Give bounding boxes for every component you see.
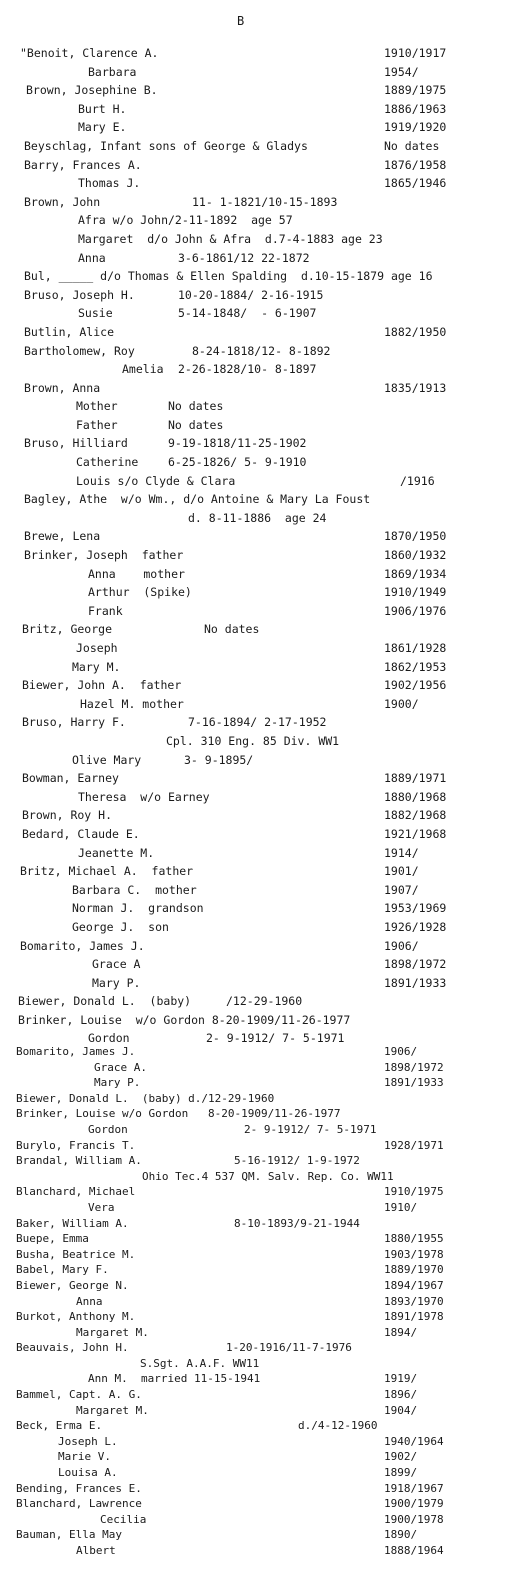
record-row	[20, 193, 506, 212]
record-row	[20, 379, 506, 398]
record-row	[20, 695, 506, 714]
record-text: Bruso, Joseph H.	[24, 287, 135, 302]
record-text: Barbara C. mother	[72, 882, 197, 897]
record-text: Barry, Frances A.	[24, 157, 142, 172]
record-row	[16, 1060, 506, 1076]
record-row	[20, 156, 506, 175]
record-dates: 1906/1976	[384, 603, 447, 618]
record-row	[20, 118, 506, 137]
record-dates: 1928/1971	[384, 1138, 444, 1152]
record-text: George J. son	[72, 919, 169, 934]
record-dates: 1862/1953	[384, 659, 447, 674]
record-text: Frank	[88, 603, 123, 618]
record-text: Biewer, Donald L. (baby) d./12-29-1960	[16, 1091, 275, 1105]
record-text: Bomarito, James J.	[20, 938, 145, 953]
record-row	[20, 360, 506, 379]
record-text: Bartholomew, Roy	[24, 343, 135, 358]
record-row	[20, 899, 506, 918]
record-text: Baker, William A.	[16, 1216, 129, 1230]
record-dates: No dates	[168, 399, 224, 414]
record-dates: 1900/1979	[384, 1497, 444, 1511]
record-text: Biewer, John A. father	[22, 678, 182, 693]
record-text: Brewe, Lena	[24, 529, 101, 544]
record-row	[16, 1403, 506, 1419]
record-text: Grace A	[92, 957, 141, 972]
record-text: Biewer, Donald L. (baby)	[18, 994, 192, 1009]
record-text: Joseph L.	[58, 1434, 118, 1448]
record-row	[20, 509, 506, 528]
record-dates: /12-29-1960	[226, 994, 303, 1009]
record-row	[20, 806, 506, 825]
record-row	[16, 1340, 506, 1356]
record-text: Anna mother	[88, 566, 185, 581]
record-text: Brinker, Louise w/o Gordon 8-20-1909/11-26-1977	[18, 1012, 351, 1027]
record-text: Brandal, William A.	[16, 1154, 142, 1168]
record-row	[20, 844, 506, 863]
record-text: Gordon	[88, 1031, 130, 1046]
record-dates: 1835/1913	[384, 380, 447, 395]
record-text: Ohio Tec.4 537 QM. Salv. Rep. Co. WW11	[142, 1169, 394, 1183]
record-text: Afra w/o John/2-11-1892 age 57	[78, 213, 293, 228]
record-row	[20, 304, 506, 323]
record-dates: 1902/1956	[384, 678, 447, 693]
record-text: Babel, Mary F.	[16, 1263, 109, 1277]
record-row	[20, 974, 506, 993]
record-text: Father	[76, 417, 118, 432]
record-text: Anna	[78, 250, 106, 265]
record-dates: 6-25-1826/ 5- 9-1910	[168, 455, 307, 470]
record-dates: 1900/	[384, 696, 419, 711]
record-row	[20, 1011, 506, 1030]
record-dates: 1910/1975	[384, 1185, 444, 1199]
record-dates: 1869/1934	[384, 566, 447, 581]
record-text: Burt H.	[78, 101, 127, 116]
record-dates: 1903/1978	[384, 1247, 444, 1261]
record-row	[20, 602, 506, 621]
record-row	[16, 1044, 506, 1060]
record-dates: 2- 9-1912/ 7- 5-1971	[244, 1122, 377, 1136]
record-row	[16, 1184, 506, 1200]
record-row	[16, 1496, 506, 1512]
record-dates: 1894/1967	[384, 1278, 444, 1292]
record-text: Vera	[88, 1200, 115, 1214]
record-dates: 1870/1950	[384, 529, 447, 544]
record-row	[20, 992, 506, 1011]
record-row	[20, 490, 506, 509]
record-dates: 1-20-1916/11-7-1976	[226, 1341, 352, 1355]
record-row	[20, 416, 506, 435]
record-dates: No dates	[204, 622, 260, 637]
record-dates: 1880/1968	[384, 789, 447, 804]
record-dates: 3-6-1861/12 22-1872	[178, 250, 310, 265]
record-row	[20, 825, 506, 844]
record-dates: 1902/	[384, 1450, 418, 1464]
record-dates: d./4-12-1960	[298, 1419, 378, 1433]
record-text: Bammel, Capt. A. G.	[16, 1388, 142, 1402]
record-row	[16, 1371, 506, 1387]
record-list-lower	[16, 1044, 506, 1559]
record-row	[16, 1262, 506, 1278]
record-row	[20, 342, 506, 361]
record-dates: 1886/1963	[384, 101, 447, 116]
record-dates: 1888/1964	[384, 1544, 444, 1557]
record-row	[20, 639, 506, 658]
record-text: Olive Mary	[72, 752, 142, 767]
record-list-upper	[20, 44, 506, 1048]
record-row	[20, 434, 506, 453]
record-row	[16, 1138, 506, 1154]
record-text: Britz, George	[22, 622, 113, 637]
record-dates: 10-20-1884/ 2-16-1915	[178, 287, 324, 302]
record-text: Brinker, Louise w/o Gordon 8-20-1909/11-26-1977	[16, 1107, 341, 1121]
record-row	[20, 620, 506, 639]
record-text: Anna	[76, 1294, 103, 1308]
record-row	[20, 230, 506, 249]
record-row	[20, 658, 506, 677]
record-text: Bending, Frances E.	[16, 1481, 142, 1495]
record-dates: 1894/	[384, 1325, 418, 1339]
record-row	[16, 1434, 506, 1450]
record-text: Brown, John	[24, 194, 101, 209]
record-row	[16, 1465, 506, 1481]
record-row	[16, 1294, 506, 1310]
record-row	[16, 1200, 506, 1216]
record-row	[20, 397, 506, 416]
record-text: Thomas J.	[78, 176, 141, 191]
record-text: Grace A.	[94, 1060, 147, 1074]
record-dates: 1900/1978	[384, 1512, 444, 1526]
record-text: Susie	[78, 306, 113, 321]
record-row	[20, 81, 506, 100]
record-dates: 1904/	[384, 1403, 418, 1417]
record-text: Mary M.	[72, 659, 121, 674]
record-text: Mother	[76, 399, 118, 414]
record-dates: 1876/1958	[384, 157, 447, 172]
record-text: Mary E.	[78, 120, 127, 135]
record-text: Blanchard, Lawrence	[16, 1497, 142, 1511]
record-text: Bowman, Earney	[22, 771, 119, 786]
record-text: Butlin, Alice	[24, 324, 115, 339]
record-row	[20, 100, 506, 119]
record-dates: 1891/1978	[384, 1310, 444, 1324]
record-dates: 8-24-1818/12- 8-1892	[192, 343, 331, 358]
record-row	[20, 732, 506, 751]
record-text: Gordon	[88, 1122, 128, 1136]
record-dates: 1906/	[384, 938, 419, 953]
record-dates: 1896/	[384, 1388, 418, 1402]
record-dates: /1916	[400, 473, 435, 488]
record-text: Bagley, Athe w/o Wm., d/o Antoine & Mary La Foust	[24, 492, 371, 507]
record-dates: 5-16-1912/ 1-9-1972	[234, 1154, 360, 1168]
record-row	[20, 751, 506, 770]
record-dates: 1860/1932	[384, 548, 447, 563]
record-dates: 1907/	[384, 882, 419, 897]
record-text: Ann M. married 11-15-1941	[88, 1372, 261, 1386]
record-row	[16, 1309, 506, 1325]
record-dates: 1953/1969	[384, 901, 447, 916]
record-text: S.Sgt. A.A.F. WW11	[140, 1356, 260, 1370]
record-text: Arthur (Spike)	[88, 585, 192, 600]
record-text: Beauvais, John H.	[16, 1341, 129, 1355]
record-row	[16, 1449, 506, 1465]
record-dates: 1891/1933	[384, 1076, 444, 1090]
record-dates: 1919/1920	[384, 120, 447, 135]
record-dates: 1890/	[384, 1528, 418, 1542]
record-row	[20, 286, 506, 305]
record-row	[20, 174, 506, 193]
record-dates: 1899/	[384, 1466, 418, 1480]
record-dates: 1865/1946	[384, 176, 447, 191]
record-dates: 1889/1971	[384, 771, 447, 786]
record-row	[16, 1356, 506, 1372]
record-text: Louis s/o Clyde & Clara	[76, 473, 236, 488]
record-row	[20, 546, 506, 565]
record-row	[20, 676, 506, 695]
record-row	[16, 1418, 506, 1434]
record-row	[20, 527, 506, 546]
record-row	[16, 1512, 506, 1528]
record-row	[16, 1075, 506, 1091]
record-row	[16, 1091, 506, 1107]
record-dates: 1893/1970	[384, 1294, 444, 1308]
record-dates: No dates	[384, 138, 440, 153]
record-dates: 1914/	[384, 845, 419, 860]
record-row	[16, 1543, 506, 1559]
record-row	[16, 1231, 506, 1247]
record-dates: 8-10-1893/9-21-1944	[234, 1216, 360, 1230]
record-row	[20, 918, 506, 937]
record-dates: 1921/1968	[384, 826, 447, 841]
record-dates: No dates	[168, 417, 224, 432]
record-text: Bomarito, James J.	[16, 1045, 136, 1058]
record-dates: 1910/1949	[384, 585, 447, 600]
record-row	[16, 1247, 506, 1263]
record-row	[20, 453, 506, 472]
record-row	[20, 862, 506, 881]
record-text: Bruso, Hilliard	[24, 436, 128, 451]
record-row	[20, 63, 506, 82]
record-text: Margaret d/o John & Afra d.7-4-1883 age 23	[78, 231, 383, 246]
record-dates: 1889/1975	[384, 83, 447, 98]
record-row	[20, 249, 506, 268]
record-dates: 1861/1928	[384, 641, 447, 655]
record-text: Bruso, Harry F.	[22, 715, 126, 730]
record-text: Busha, Beatrice M.	[16, 1247, 136, 1261]
record-dates: 5-14-1848/ - 6-1907	[178, 306, 317, 321]
record-text: Bul, _____ d/o Thomas & Ellen Spalding d.10-15-1879 age 16	[24, 269, 433, 284]
page-letter: B	[237, 14, 245, 28]
record-row	[20, 211, 506, 230]
record-text: Theresa w/o Earney	[78, 789, 210, 804]
record-text: Margaret M.	[76, 1403, 149, 1417]
record-row	[20, 565, 506, 584]
record-text: Brown, Josephine B.	[26, 83, 158, 98]
record-text: Cpl. 310 Eng. 85 Div. WW1	[166, 733, 340, 748]
record-text: Biewer, George N.	[16, 1278, 129, 1292]
record-row	[20, 788, 506, 807]
record-text: Bauman, Ella May	[16, 1528, 122, 1542]
record-dates: 2- 9-1912/ 7- 5-1971	[206, 1031, 345, 1046]
record-text: Brown, Roy H.	[22, 808, 113, 823]
record-dates: 1906/	[384, 1045, 418, 1058]
record-row	[20, 955, 506, 974]
record-row	[20, 323, 506, 342]
record-text: Mary P.	[92, 975, 141, 990]
record-row	[20, 472, 506, 491]
record-text: Amelia	[122, 362, 164, 377]
record-row	[20, 583, 506, 602]
record-text: Bedard, Claude E.	[22, 826, 140, 841]
record-text: Margaret M.	[76, 1325, 149, 1339]
record-text: Catherine	[76, 455, 139, 470]
record-row	[16, 1122, 506, 1138]
record-row	[16, 1278, 506, 1294]
record-text: d. 8-11-1886 age 24	[188, 510, 327, 525]
record-row	[20, 713, 506, 732]
record-dates: 2-26-1828/10- 8-1897	[178, 362, 317, 377]
record-text: Britz, Michael A. father	[20, 864, 194, 879]
record-text: Burylo, Francis T.	[16, 1138, 136, 1152]
record-dates: 7-16-1894/ 2-17-1952	[188, 715, 327, 730]
record-text: Albert	[76, 1544, 116, 1557]
record-text: Louisa A.	[58, 1466, 118, 1480]
record-row	[20, 769, 506, 788]
record-text: Jeanette M.	[78, 845, 155, 860]
record-row	[20, 267, 506, 286]
record-row	[16, 1216, 506, 1232]
record-row	[20, 881, 506, 900]
record-row	[20, 44, 506, 63]
record-row	[16, 1481, 506, 1497]
record-dates: 1898/1972	[384, 1060, 444, 1074]
record-dates: 1889/1970	[384, 1263, 444, 1277]
record-text: Burkot, Anthony M.	[16, 1310, 136, 1324]
record-row	[16, 1527, 506, 1543]
record-dates: 1940/1964	[384, 1434, 444, 1448]
record-row	[20, 137, 506, 156]
record-row	[16, 1387, 506, 1403]
record-dates: 1910/	[384, 1200, 418, 1214]
record-text: Buepe, Emma	[16, 1232, 89, 1246]
record-dates: 9-19-1818/11-25-1902	[168, 436, 307, 451]
record-dates: 1891/1933	[384, 975, 447, 990]
record-text: Blanchard, Michael	[16, 1185, 136, 1199]
record-dates: 1926/1928	[384, 919, 447, 934]
record-text: Beyschlag, Infant sons of George & Gladys	[24, 138, 308, 153]
record-text: Marie V.	[58, 1450, 111, 1464]
record-text: Barbara	[88, 64, 137, 79]
record-row	[16, 1106, 506, 1122]
record-dates: 1898/1972	[384, 957, 447, 972]
record-text: Brinker, Joseph father	[24, 548, 184, 563]
record-text: Brown, Anna	[24, 380, 101, 395]
record-row	[16, 1325, 506, 1341]
record-dates: 1919/	[384, 1372, 418, 1386]
record-dates: 1910/1917	[384, 46, 447, 60]
record-dates: 1882/1950	[384, 324, 447, 339]
record-dates: 3- 9-1895/	[184, 752, 254, 767]
record-text: Mary P.	[94, 1076, 141, 1090]
record-row	[16, 1169, 506, 1185]
record-row	[20, 937, 506, 956]
record-text: "Benoit, Clarence A.	[20, 46, 159, 60]
record-row	[16, 1153, 506, 1169]
record-text: Hazel M. mother	[80, 696, 184, 711]
record-dates: 11- 1-1821/10-15-1893	[192, 194, 338, 209]
record-dates: 1901/	[384, 864, 419, 879]
record-dates: 1882/1968	[384, 808, 447, 823]
record-dates: 1918/1967	[384, 1481, 444, 1495]
record-dates: 1880/1955	[384, 1232, 444, 1246]
record-text: Norman J. grandson	[72, 901, 204, 916]
record-text: Joseph	[76, 641, 118, 655]
record-text: Beck, Erma E.	[16, 1419, 103, 1433]
record-text: Cecilia	[100, 1512, 147, 1526]
record-dates: 1954/	[384, 64, 419, 79]
